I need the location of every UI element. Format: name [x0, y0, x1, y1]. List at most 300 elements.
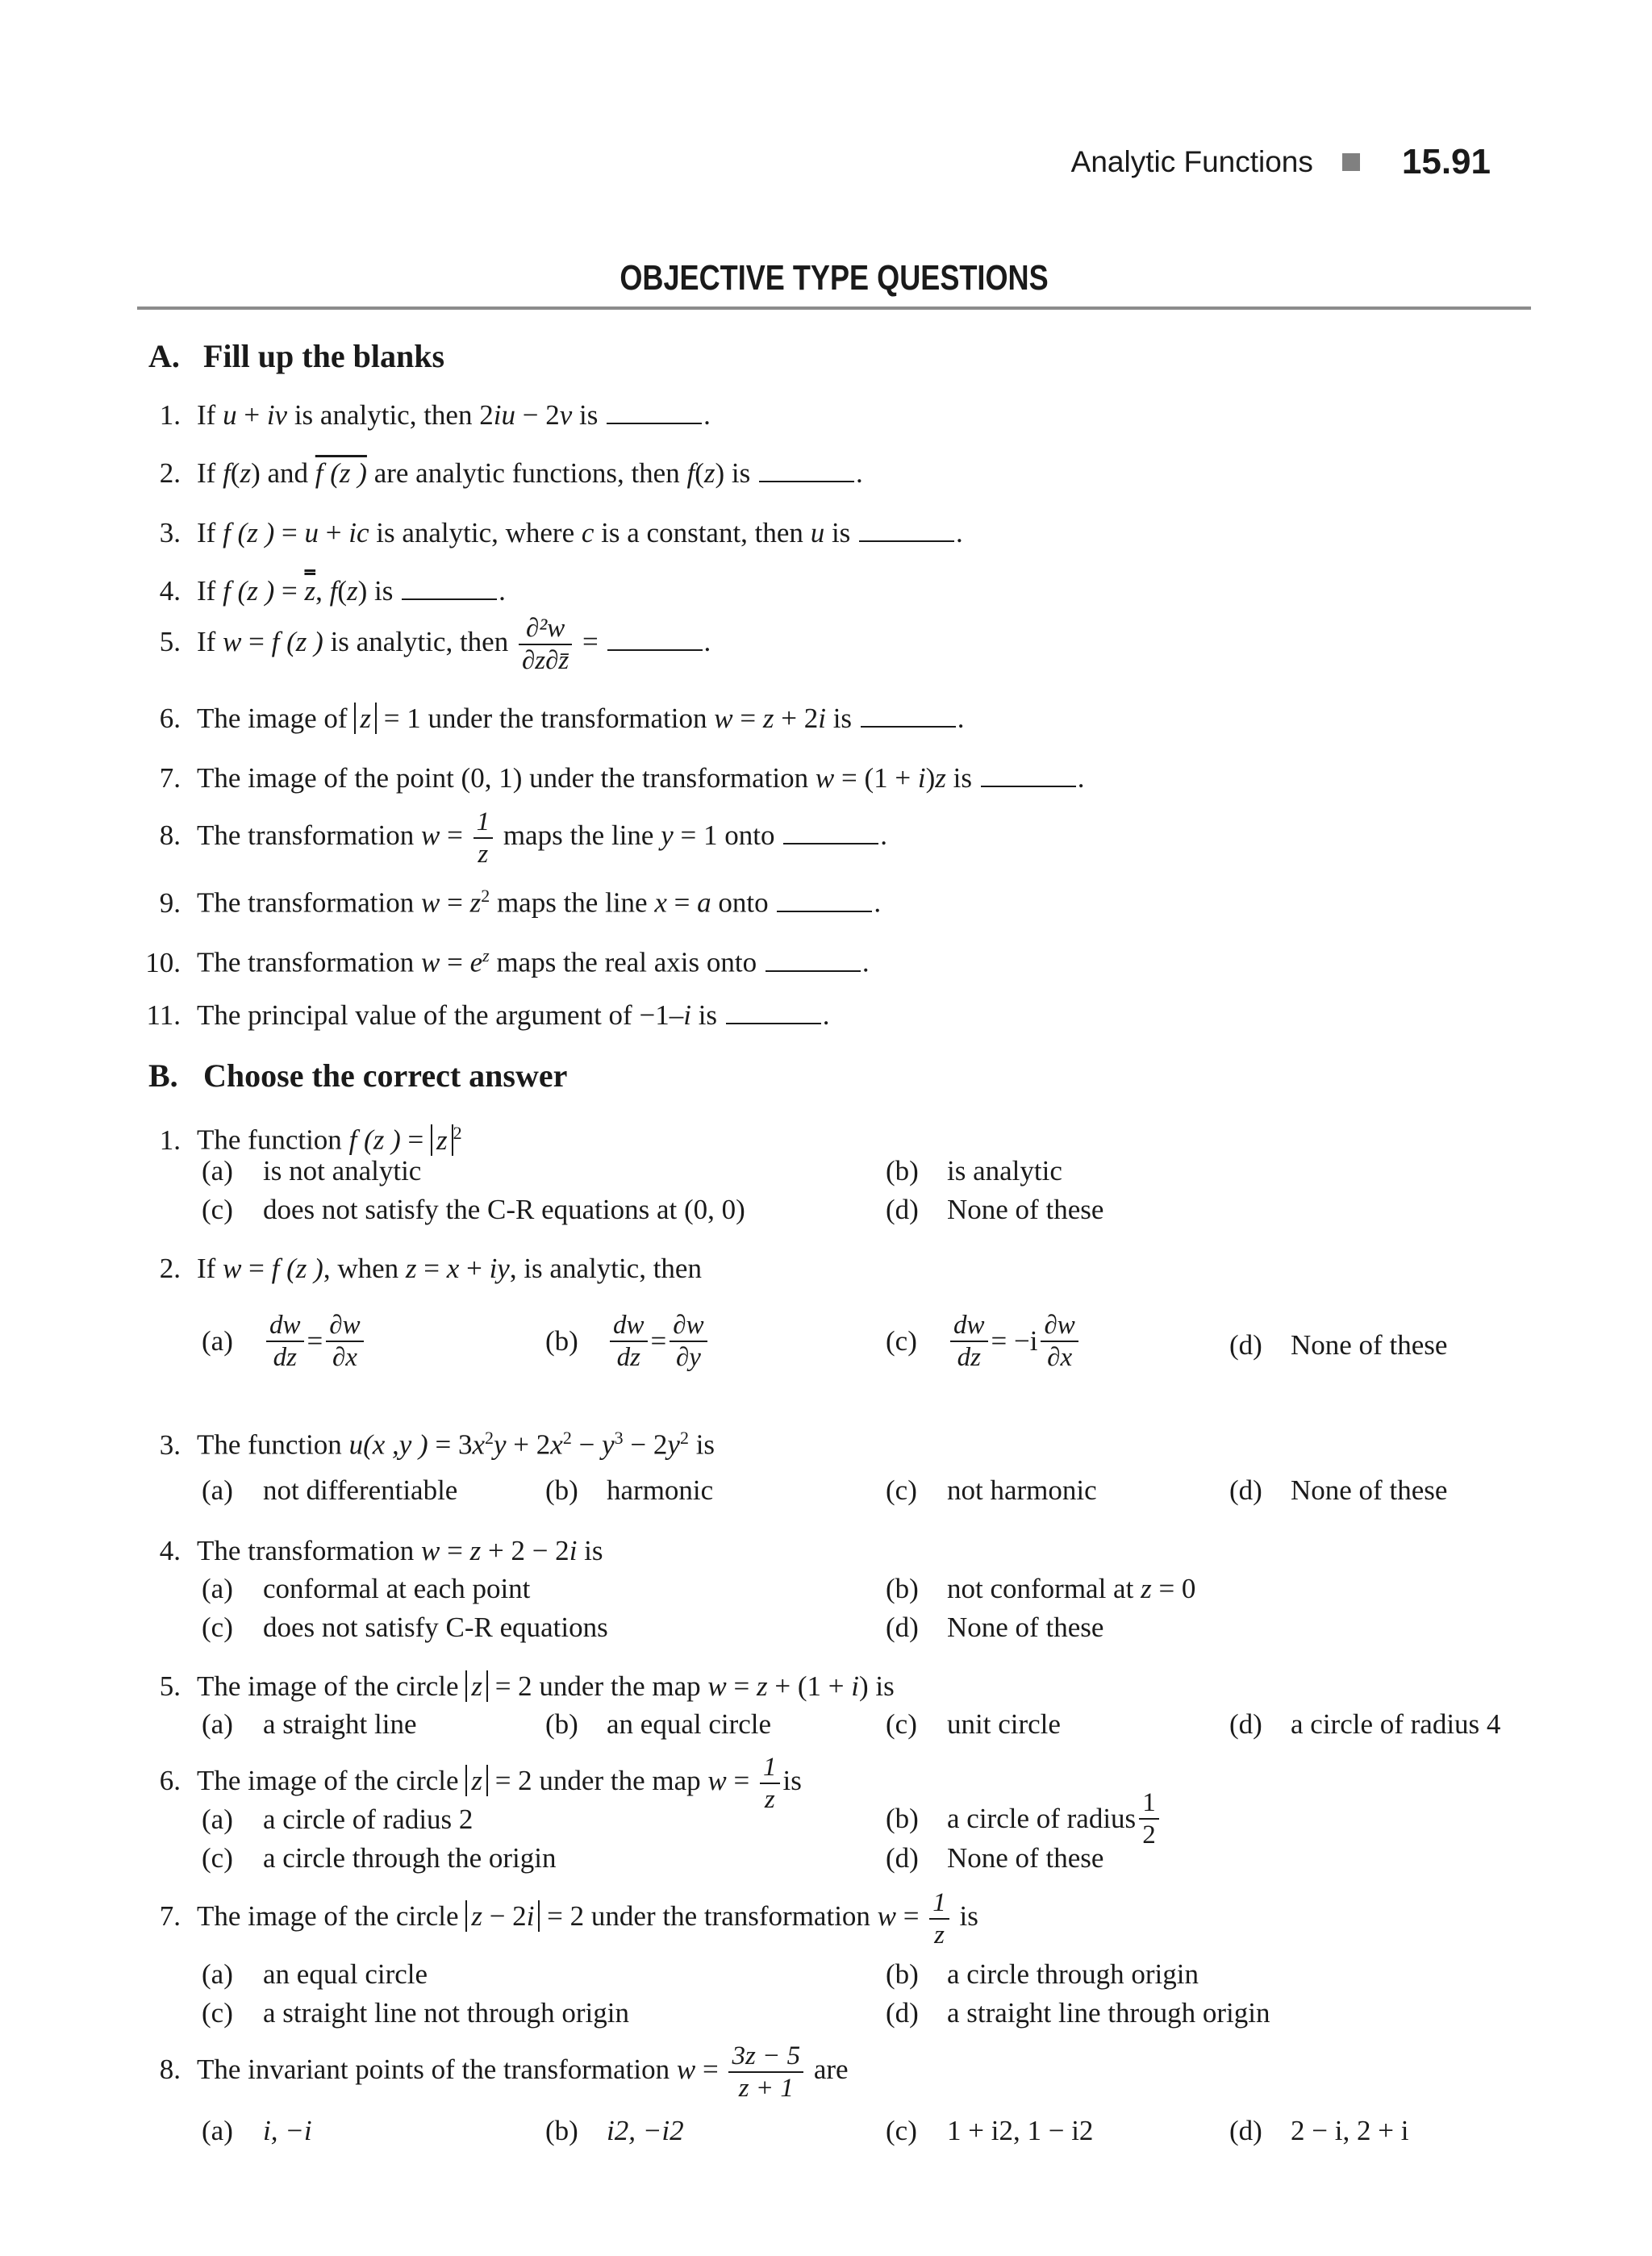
math: w — [420, 1535, 440, 1566]
text: = — [440, 886, 470, 919]
option-label: (a) — [202, 1474, 233, 1506]
text: = — [666, 886, 698, 919]
text: = — [440, 1535, 470, 1566]
question-a9: 9. The transformation $w = z^2$ maps the line x = a onto . — [113, 879, 881, 920]
option-text: is not analytic — [263, 1155, 422, 1186]
math: i — [683, 999, 691, 1031]
fraction — [610, 1310, 648, 1373]
denominator: z + 1 — [738, 2074, 794, 2103]
text: = — [274, 575, 305, 607]
option-label: (c) — [886, 1474, 917, 1506]
option-label: (d) — [886, 1997, 919, 2029]
math: x — [472, 1428, 485, 1461]
math: i — [851, 1670, 859, 1702]
math: w — [420, 886, 440, 919]
question-a5: 5. If w = f (z ) is analytic, then $\frac{\text{∂²w}}{\partial z\partial z̄}$ = . — [113, 613, 711, 676]
text: + 2 − 2 — [481, 1535, 569, 1566]
option-b[interactable] — [545, 2115, 684, 2147]
question-number: 8. — [159, 2054, 181, 2086]
option-d[interactable] — [886, 1194, 1103, 1226]
math: z — [762, 703, 774, 734]
option-label: (c) — [202, 1997, 233, 2029]
option-text: not differentiable — [263, 1474, 458, 1506]
option-text: is analytic — [947, 1155, 1062, 1186]
section-a-title — [148, 337, 444, 375]
option-text: a circle of radius — [947, 1803, 1137, 1834]
math: i — [569, 1535, 578, 1566]
option-a[interactable] — [202, 2115, 312, 2147]
fraction — [950, 1310, 988, 1373]
answer-blank — [759, 458, 854, 482]
text: maps the line — [490, 886, 655, 919]
question-number: 3. — [159, 517, 181, 548]
question-number: 3. — [159, 1428, 181, 1461]
math: u — [810, 517, 825, 548]
text: The image of the circle — [197, 1900, 466, 1933]
math: z — [240, 457, 252, 489]
text: The image of — [197, 703, 355, 734]
option-text: None of these — [1291, 1474, 1448, 1506]
question-number: 2. — [159, 1253, 181, 1284]
text: The principal value of the argument of −1– — [197, 999, 684, 1031]
question-a3: 3. If f (z ) = u + ic is analytic, where c is a constant, then u is . — [113, 516, 963, 550]
numerator: 1 — [1139, 1787, 1159, 1820]
question-b4 — [113, 1534, 603, 1568]
denominator: ∂y — [675, 1343, 701, 1372]
text: If — [197, 517, 223, 548]
math: y — [602, 1428, 615, 1461]
option-label: (b) — [545, 1474, 578, 1506]
question-number: 1. — [159, 1124, 181, 1156]
question-number: 9. — [159, 886, 181, 919]
section-letter: A. — [148, 338, 180, 374]
answer-blank — [981, 763, 1076, 787]
text: The transformation — [197, 819, 421, 852]
math: w — [676, 2054, 696, 2086]
text: , when — [323, 1253, 406, 1284]
question-number: 10. — [145, 946, 181, 978]
option-text: i2, −i2 — [607, 2115, 684, 2146]
math-modulus: z — [354, 703, 377, 734]
denominator: z — [478, 840, 489, 869]
option-c[interactable] — [202, 1842, 556, 1874]
math-modulus: z — [465, 1765, 488, 1796]
text: = — [896, 1900, 927, 1933]
math: z — [757, 1670, 768, 1702]
question-b7 — [113, 1887, 978, 1950]
option-text: harmonic — [607, 1474, 714, 1506]
option-b[interactable] — [886, 1573, 1195, 1605]
answer-blank — [777, 888, 872, 912]
option-text: a straight line — [263, 1708, 417, 1740]
heading-rule — [137, 306, 1531, 310]
option-b[interactable] — [545, 1474, 713, 1507]
option-label: (c) — [202, 1612, 233, 1643]
question-number: 6. — [159, 703, 181, 734]
math: iu — [493, 399, 515, 431]
option-label: (d) — [1229, 1329, 1262, 1361]
text: + — [459, 1253, 490, 1284]
text: are — [807, 2054, 849, 2086]
text: = — [575, 626, 606, 658]
fraction — [760, 1752, 780, 1815]
option-label: (d) — [1229, 1708, 1262, 1740]
exponent: 2 — [481, 886, 490, 906]
answer-blank — [607, 400, 702, 424]
numerator: ∂w — [326, 1310, 363, 1342]
text: = (1 + — [834, 762, 918, 794]
math: ic — [348, 517, 369, 548]
text: ) is — [715, 457, 757, 489]
text: is — [688, 1428, 715, 1461]
question-number: 11. — [146, 999, 181, 1031]
question-number: 5. — [159, 626, 181, 658]
text: ( — [695, 457, 704, 489]
option-a[interactable] — [202, 1155, 421, 1187]
text: is — [945, 762, 979, 794]
text: , is analytic, then — [509, 1253, 702, 1284]
option-label: (a) — [202, 1958, 233, 1990]
math: v — [559, 399, 573, 431]
option-text: None of these — [1291, 1329, 1448, 1361]
text: is — [952, 1900, 978, 1933]
question-number: 1. — [159, 399, 181, 431]
option-label: (c) — [886, 2115, 917, 2146]
option-a[interactable] — [202, 1573, 530, 1605]
math: u — [304, 517, 319, 548]
exponent: 2 — [485, 1428, 494, 1448]
denominator: dz — [957, 1343, 981, 1372]
denominator: dz — [616, 1343, 640, 1372]
section-label: Fill up the blanks — [203, 338, 445, 374]
text: , — [315, 575, 330, 607]
text: = 3 — [428, 1428, 473, 1461]
math: f — [686, 457, 695, 489]
math: f (z ) — [271, 1253, 323, 1284]
text: + — [236, 399, 267, 431]
math: i — [526, 1900, 535, 1933]
section-letter: B. — [148, 1057, 178, 1094]
option-label: (a) — [202, 1573, 233, 1604]
numerator: ∂w — [1041, 1310, 1078, 1342]
option-text: = 0 — [1151, 1573, 1196, 1604]
text: + — [318, 517, 349, 548]
question-b5 — [113, 1670, 895, 1703]
text: is — [782, 1765, 802, 1797]
text: The invariant points of the transformation — [197, 2054, 677, 2086]
text: If — [197, 399, 223, 431]
equals: = — [307, 1325, 323, 1357]
text: − 2 — [482, 1900, 527, 1933]
option-text: a circle through the origin — [263, 1842, 557, 1874]
answer-blank — [726, 1000, 821, 1024]
denominator: z — [934, 1920, 945, 1950]
question-number: 7. — [159, 1900, 181, 1933]
math: z — [471, 1900, 482, 1933]
math: i — [917, 762, 926, 794]
text: + 2 — [506, 1428, 551, 1461]
text: is a constant, then — [594, 517, 811, 548]
numerator: 3z − 5 — [728, 2041, 803, 2073]
math: f — [223, 457, 231, 489]
option-d[interactable] — [1229, 1708, 1500, 1741]
option-label: (a) — [202, 1155, 233, 1186]
math: w — [223, 1253, 242, 1284]
option-text: not conformal at — [947, 1573, 1141, 1604]
option-text: conformal at each point — [263, 1573, 531, 1604]
math: f (z ) — [348, 1124, 401, 1156]
math: i — [818, 703, 826, 734]
math: e — [469, 946, 483, 978]
text: = — [400, 1124, 431, 1156]
section-label: Choose the correct answer — [203, 1057, 568, 1094]
text: is — [690, 999, 724, 1031]
option-label: (c) — [886, 1708, 917, 1740]
option-label: (c) — [202, 1842, 233, 1874]
question-a8: 8. The transformation w = $\frac{1}{z}$ maps the line y = 1 onto . — [113, 807, 887, 869]
math: y — [494, 1428, 507, 1461]
math: y — [667, 1428, 680, 1461]
option-label: (c) — [886, 1325, 917, 1357]
text: The image of the circle — [197, 1670, 466, 1702]
text: is — [825, 703, 859, 734]
text: = — [726, 1765, 757, 1797]
option-c[interactable] — [202, 1612, 608, 1644]
option-label: (a) — [202, 1708, 233, 1740]
math: w — [815, 762, 835, 794]
math: w — [707, 1670, 727, 1702]
question-number: 4. — [159, 1535, 181, 1566]
question-b8 — [113, 2041, 849, 2104]
option-d[interactable] — [886, 1612, 1103, 1644]
math: w — [420, 946, 440, 978]
option-text: None of these — [947, 1612, 1104, 1643]
math: w — [707, 1765, 727, 1797]
text: ) is — [859, 1670, 895, 1702]
exponent: 2 — [679, 1428, 689, 1448]
exponent: 3 — [614, 1428, 624, 1448]
text: = 2 under the map — [487, 1765, 708, 1797]
option-c[interactable] — [886, 1708, 1061, 1741]
exponent: 2 — [453, 1123, 462, 1143]
text: The image of the circle — [197, 1765, 466, 1797]
fraction — [473, 807, 494, 869]
text: = — [726, 1670, 757, 1702]
option-a[interactable] — [202, 1804, 473, 1836]
math: c — [581, 517, 594, 548]
math: w — [714, 703, 733, 734]
fraction — [1041, 1310, 1078, 1373]
math: iy — [489, 1253, 510, 1284]
answer-blank — [607, 627, 703, 651]
option-b[interactable] — [886, 1958, 1199, 1991]
numerator: dw — [266, 1310, 304, 1342]
main-heading: OBJECTIVE TYPE QUESTIONS — [620, 258, 1049, 298]
text: The transformation — [197, 1535, 421, 1566]
text: is — [577, 1535, 603, 1566]
option-c[interactable] — [202, 1194, 745, 1226]
math: u — [223, 399, 237, 431]
option-text: 2 − i, 2 + i — [1291, 2115, 1409, 2146]
text: is — [824, 517, 858, 548]
question-a10: 10. The transformation $w = e^z$ maps the real axis onto . — [113, 939, 870, 980]
text: = — [732, 703, 763, 734]
option-label: (b) — [886, 1155, 919, 1186]
equals: = −i — [991, 1325, 1038, 1357]
option-text: does not satisfy C-R equations — [263, 1612, 608, 1643]
option-text: 1 + i2, 1 − i2 — [947, 2115, 1094, 2146]
option-c[interactable] — [886, 1474, 1097, 1507]
text: ( — [337, 575, 347, 607]
question-number: 6. — [159, 1765, 181, 1797]
option-b[interactable] — [545, 1310, 711, 1373]
text: is — [572, 399, 606, 431]
question-b3 — [113, 1421, 715, 1462]
math: z — [346, 575, 358, 607]
option-a[interactable] — [202, 1474, 457, 1507]
text: − 2 — [623, 1428, 668, 1461]
option-a[interactable] — [202, 1708, 417, 1741]
text: = — [241, 1253, 272, 1284]
option-label: (b) — [545, 1708, 578, 1740]
text: onto — [711, 886, 776, 919]
option-d[interactable] — [1229, 2115, 1408, 2147]
text: = — [274, 517, 305, 548]
answer-blank — [783, 820, 878, 844]
question-a4: 4. If f (z ) = z, f(z) is . — [113, 574, 506, 608]
math: z — [703, 457, 715, 489]
math: a — [697, 886, 711, 919]
question-number: 8. — [159, 819, 181, 852]
text: The transformation — [197, 946, 421, 978]
fraction — [929, 1887, 949, 1950]
option-text: a circle of radius 4 — [1291, 1708, 1501, 1740]
option-text: an equal circle — [263, 1958, 428, 1990]
math: z — [405, 1253, 417, 1284]
page-number: 15.91 — [1401, 142, 1491, 181]
answer-blank — [861, 703, 956, 728]
text: If — [197, 575, 223, 607]
option-c[interactable] — [202, 1997, 629, 2029]
math-modulus: z — [465, 1670, 488, 1702]
text: = — [440, 819, 470, 852]
denominator: dz — [273, 1343, 297, 1372]
option-label: (d) — [1229, 1474, 1262, 1506]
question-a7: 7. The image of the point (0, 1) under the transformation w = (1 + i)z is . — [113, 761, 1084, 795]
denominator: ∂x — [332, 1343, 357, 1372]
question-b1 — [113, 1116, 462, 1157]
option-b[interactable] — [886, 1155, 1062, 1187]
text: − — [571, 1428, 603, 1461]
math: f (z ) — [223, 575, 275, 607]
text: are analytic functions, then — [366, 457, 687, 489]
math: f — [329, 575, 338, 607]
text: = 1 under the transformation — [376, 703, 715, 734]
square-bullet-icon — [1342, 153, 1360, 171]
math: w — [223, 626, 242, 658]
text: The function — [197, 1428, 349, 1461]
text: + 2 — [774, 703, 819, 734]
option-text: an equal circle — [607, 1708, 772, 1740]
option-text: a straight line through origin — [947, 1997, 1270, 2029]
text: = 2 under the map — [487, 1670, 708, 1702]
option-a[interactable] — [202, 1958, 428, 1991]
section-b-title — [148, 1057, 567, 1095]
option-text: None of these — [947, 1842, 1104, 1874]
math: u(x ,y ) — [348, 1428, 428, 1461]
running-title: Analytic Functions — [1070, 145, 1313, 178]
math: w — [420, 819, 440, 852]
question-a6: 6. The image of z = 1 under the transformation w = z + 2i is . — [113, 702, 965, 736]
option-d[interactable] — [1229, 1329, 1447, 1362]
option-d[interactable] — [886, 1842, 1103, 1874]
option-text: a straight line not through origin — [263, 1997, 629, 2029]
math-modulus: z — [431, 1124, 453, 1156]
text: maps the real axis onto — [489, 946, 764, 978]
option-label: (a) — [202, 2115, 233, 2146]
math: x — [654, 886, 667, 919]
text: = — [241, 626, 272, 658]
option-label: (a) — [202, 1804, 233, 1835]
numerator: dw — [950, 1310, 988, 1342]
option-text: i, −i — [263, 2115, 312, 2146]
fraction — [1139, 1787, 1159, 1850]
option-label: (d) — [1229, 2115, 1262, 2146]
question-a1: 1. If u + iv is analytic, then 2iu − 2v is . — [113, 398, 711, 432]
exponent: z — [482, 945, 490, 965]
text: The image of the point (0, 1) under the transformation — [197, 762, 816, 794]
numerator: dw — [610, 1310, 648, 1342]
partial-derivative-fraction — [519, 613, 572, 676]
math: y — [661, 819, 674, 852]
option-d[interactable] — [1229, 1474, 1447, 1507]
option-label: (d) — [886, 1194, 919, 1225]
question-number: 5. — [159, 1670, 181, 1702]
option-text: not harmonic — [947, 1474, 1097, 1506]
option-b[interactable] — [545, 1708, 771, 1741]
numerator: 1 — [473, 807, 494, 839]
exponent: 2 — [562, 1428, 572, 1448]
text: = 1 onto — [673, 819, 782, 852]
numerator: 1 — [929, 1887, 949, 1920]
text: If — [197, 457, 223, 489]
text: = — [440, 946, 470, 978]
fraction — [670, 1310, 707, 1373]
option-d[interactable] — [886, 1997, 1270, 2029]
numerator: 1 — [760, 1752, 780, 1784]
text: maps the line — [496, 819, 661, 852]
option-label: (d) — [886, 1842, 919, 1874]
text: If — [197, 626, 223, 658]
running-header — [1071, 142, 1491, 182]
text: If — [197, 1253, 223, 1284]
text: ) and — [251, 457, 315, 489]
option-b[interactable] — [886, 1787, 1162, 1850]
denominator: ∂x — [1047, 1343, 1073, 1372]
math-double-conjugate: z — [304, 575, 316, 607]
question-number: 7. — [159, 762, 181, 794]
option-a[interactable] — [202, 1310, 367, 1373]
denominator: z — [764, 1785, 775, 1814]
question-number: 2. — [159, 457, 181, 489]
answer-blank — [766, 948, 861, 972]
option-text: does not satisfy the C-R equations at (0, 0) — [263, 1194, 745, 1225]
question-b2 — [113, 1252, 702, 1286]
text: ( — [230, 457, 240, 489]
option-c[interactable] — [886, 1310, 1082, 1373]
fraction — [266, 1310, 304, 1373]
option-c[interactable] — [886, 2115, 1093, 2147]
